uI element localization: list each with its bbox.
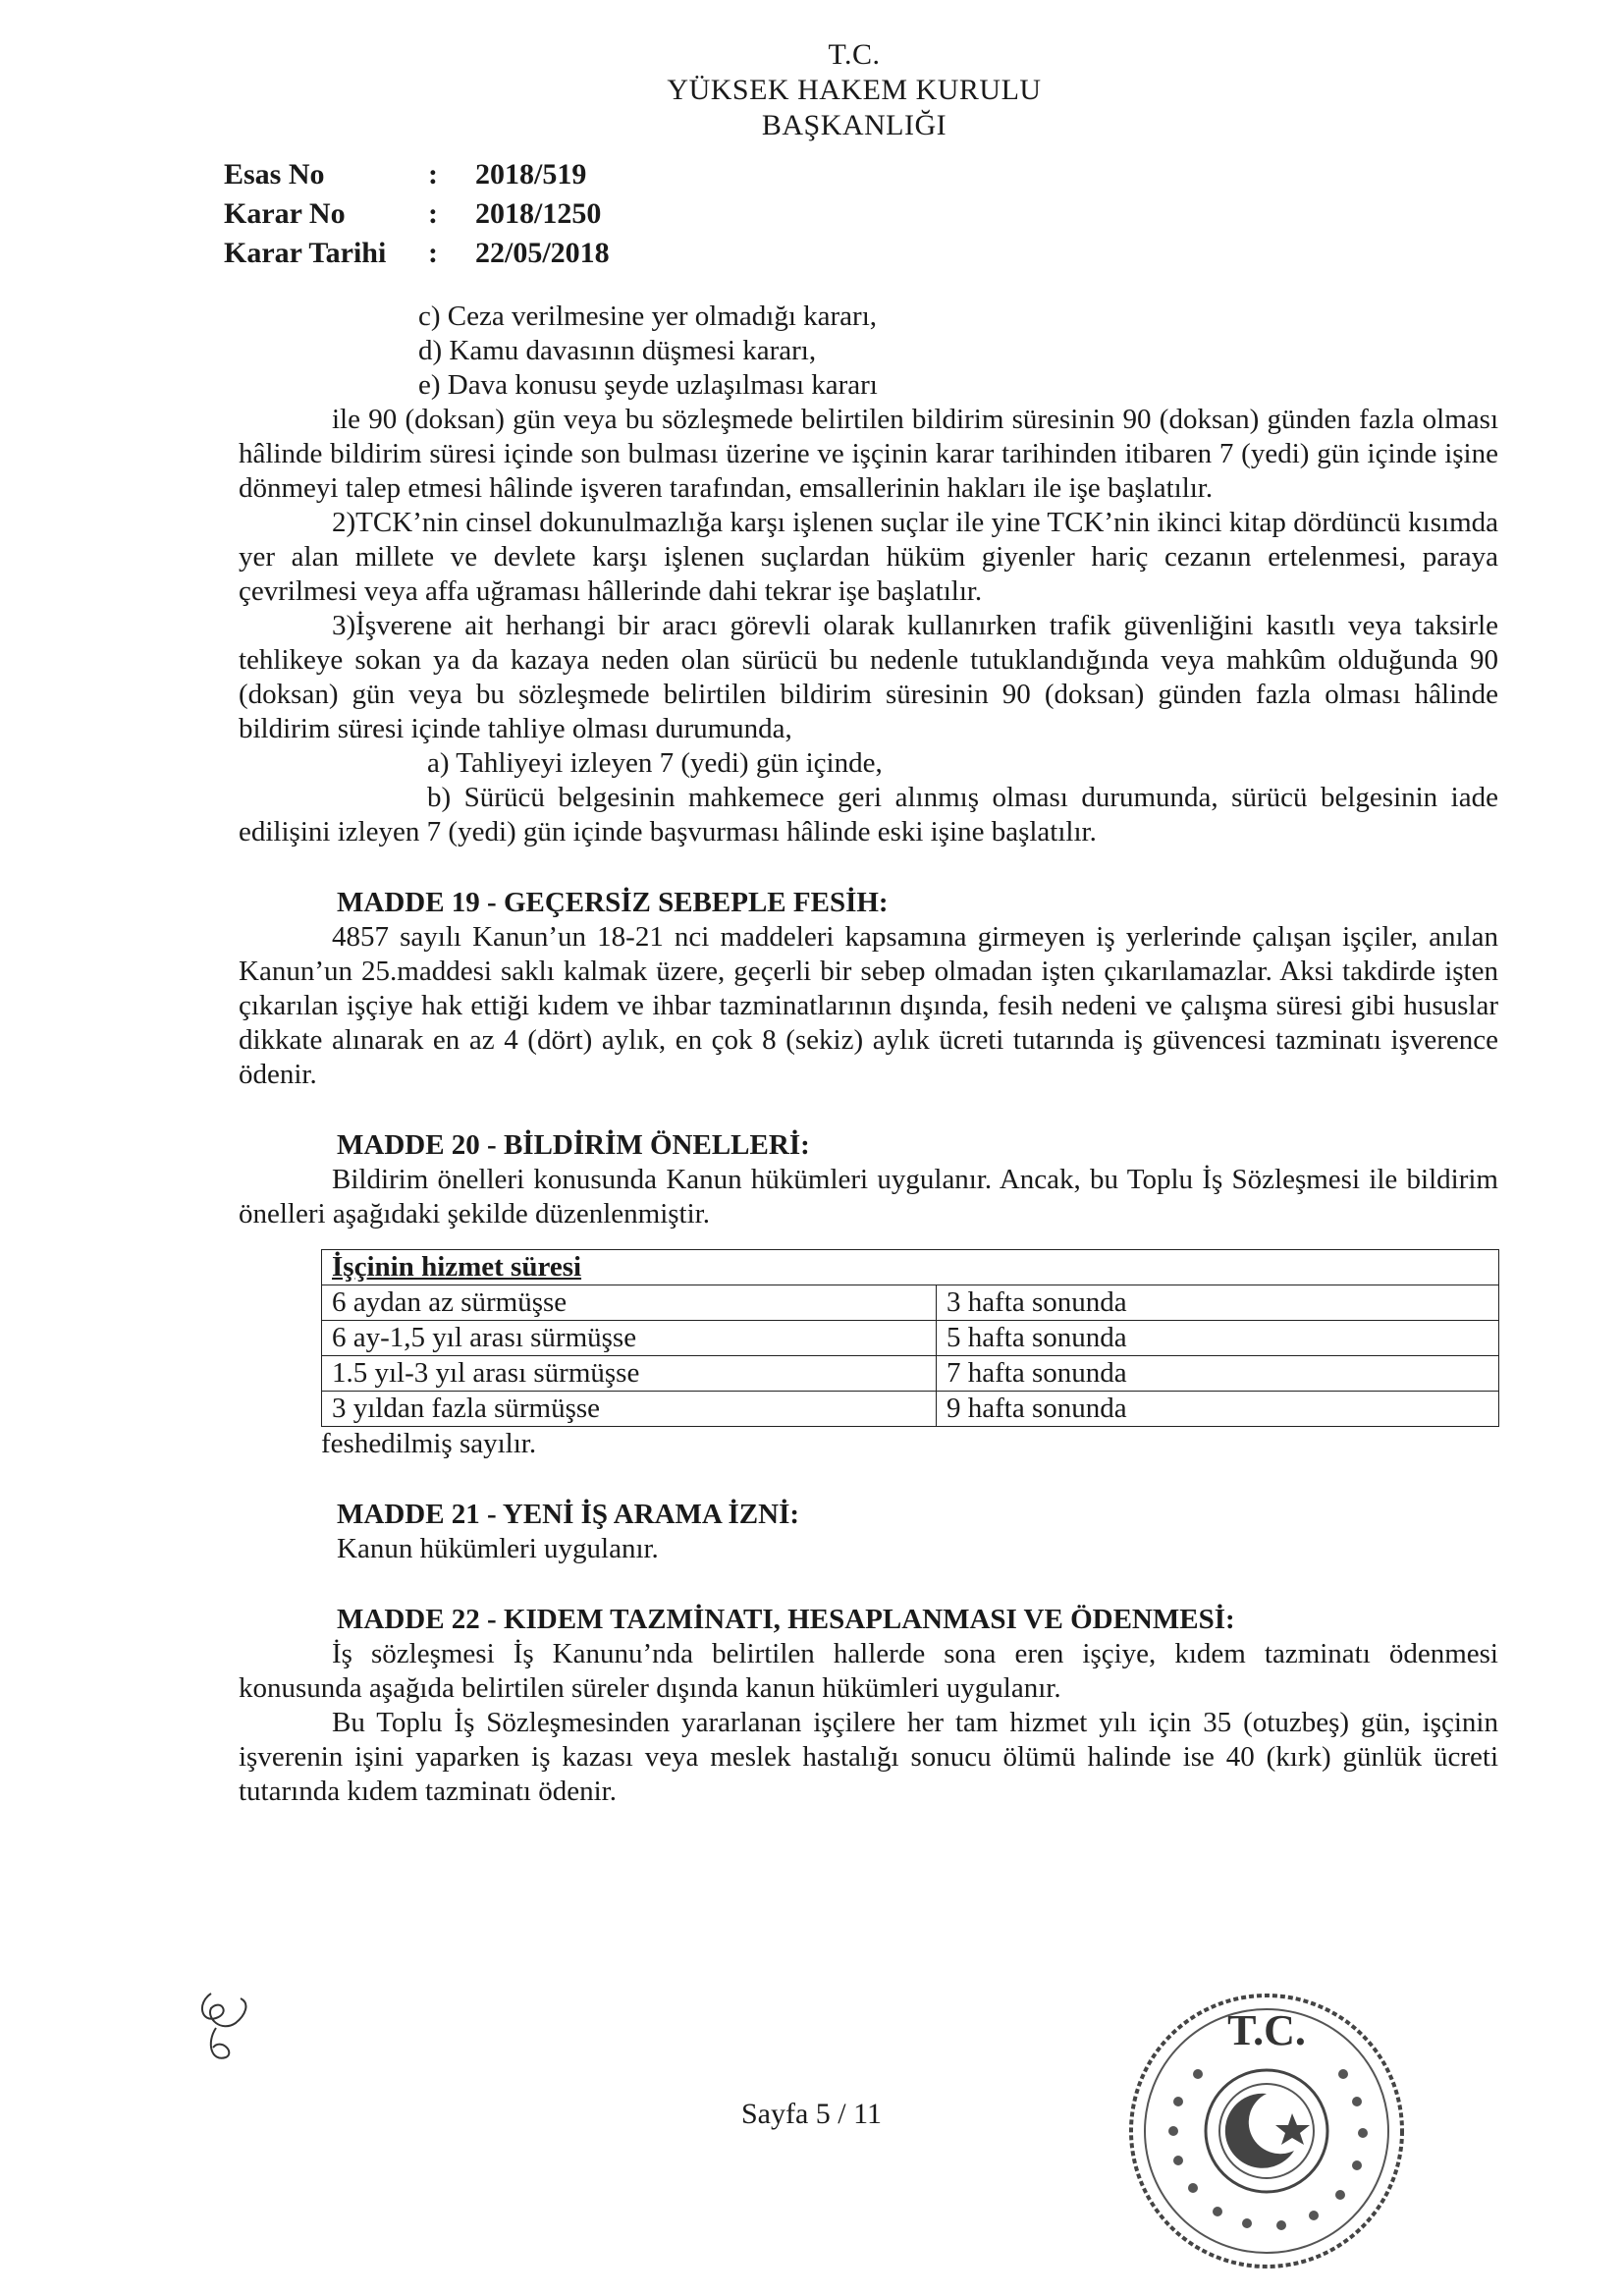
table-cell-notice: 3 hafta sonunda	[937, 1285, 1499, 1321]
handwritten-initial-icon	[191, 1984, 270, 2072]
document-header	[550, 37, 1159, 143]
table-cell-period: 1.5 yıl-3 yıl arası sürmüşse	[322, 1356, 937, 1392]
paragraph-1: ile 90 (doksan) gün veya bu sözleşmede belirtilen bildirim süresinin 90 (doksan) günden fazla olması hâlinde bildirim süresi içinde son bulması üzerine ve işçinin karar tarihinden itibaren 7 (yedi) gün içinde işine dönmeyi talep etmesi hâlinde işveren tarafından, emsallerinin hakları ile işe başlatılır.	[239, 404, 1498, 504]
article-21-title: MADDE 21 - YENİ İŞ ARAMA İZNİ:	[337, 1499, 800, 1530]
table-cell-period: 3 yıldan fazla sürmüşse	[322, 1392, 937, 1427]
table-row	[322, 1285, 1499, 1321]
table-header-cell: İşçinin hizmet süresi	[322, 1250, 1499, 1285]
table-header-row	[322, 1250, 1499, 1285]
notice-period-table	[321, 1249, 1499, 1427]
table-cell-notice: 9 hafta sonunda	[937, 1392, 1499, 1427]
document-body	[239, 300, 1498, 1809]
table-row	[322, 1356, 1499, 1392]
list-item-b: b) Sürücü belgesinin mahkemece geri alınmış olması durumunda, sürücü belgesinin iade edilişini izleyen 7 (yedi) gün içinde başvurması hâlinde eski işine başlatılır.	[239, 782, 1498, 847]
header-line-institution: YÜKSEK HAKEM KURULU	[667, 74, 1042, 106]
meta-key: Karar Tarihi	[224, 237, 387, 269]
page-number: Sayfa 5 / 11	[740, 2098, 883, 2130]
meta-key: Karar No	[224, 197, 346, 230]
list-item-e: e) Dava konusu şeyde uzlaşılması kararı	[418, 369, 878, 401]
article-22-title: MADDE 22 - KIDEM TAZMİNATI, HESAPLANMASI VE ÖDENMESİ:	[337, 1604, 1235, 1635]
meta-value: 2018/1250	[475, 197, 602, 230]
list-item-d: d) Kamu davasının düşmesi kararı,	[418, 335, 817, 366]
list-item-c: c) Ceza verilmesine yer olmadığı kararı,	[418, 301, 878, 332]
table-row	[322, 1392, 1499, 1427]
meta-colon: :	[428, 158, 438, 191]
paragraph-3: 3)İşverene ait herhangi bir aracı görevli olarak kullanırken trafik güvenliğini kasıtlı veya taksirle tehlikeye sokan ya da kazaya neden olan sürücü bu nedenle tutuklandığında veya mahkûm olduğunda 90 (doksan) gün veya bu sözleşmede belirtilen bildirim süresinin 90 (doksan) günden fazla olması hâlinde bildirim süresi içinde tahliye olması durumunda,	[239, 610, 1498, 744]
meta-row-tarih	[224, 234, 610, 273]
header-line-tc: T.C.	[828, 38, 881, 71]
meta-row-esas	[224, 155, 610, 194]
paragraph-2: 2)TCK’nin cinsel dokunulmazlığa karşı işlenen suçlar ile yine TCK’nin ikinci kitap dördüncü kısımda yer alan millete ve devlete karşı işlenen suçlardan hüküm giyenler hariç cezanın ertelenmesi, paraya çevrilmesi veya affa uğraması hâllerinde dahi tekrar işe başlatılır.	[239, 507, 1498, 607]
table-cell-period: 6 aydan az sürmüşse	[322, 1285, 937, 1321]
meta-colon: :	[428, 237, 438, 269]
official-seal-icon	[1119, 1984, 1414, 2278]
meta-colon: :	[428, 197, 438, 230]
header-line-presidency: BAŞKANLIĞI	[761, 109, 947, 141]
article-20-text: Bildirim önelleri konusunda Kanun hükümleri uygulanır. Ancak, bu Toplu İş Sözleşmesi ile bildirim önelleri aşağıdaki şekilde düzenlenmiştir.	[239, 1164, 1498, 1230]
article-22-text-1: İş sözleşmesi İş Kanunu’nda belirtilen hallerde sona eren işçiye, kıdem tazminatı ödenmesi konusunda aşağıda belirtilen süreler dışında kanun hükümleri uygulanır.	[239, 1638, 1498, 1704]
article-22-text-2: Bu Toplu İş Sözleşmesinden yararlanan işçilere her tam hizmet yılı için 35 (otuzbeş) gün, işçinin işverenin işini yaparken iş kazası veya meslek hastalığı sonucu ölümü halinde ise 40 (kırk) günlük ücreti tutarında kıdem tazminatı ödenir.	[239, 1707, 1498, 1807]
table-cell-notice: 5 hafta sonunda	[937, 1321, 1499, 1356]
table-cell-period: 6 ay-1,5 yıl arası sürmüşse	[322, 1321, 937, 1356]
article-21-text: Kanun hükümleri uygulanır.	[337, 1533, 659, 1564]
meta-row-karar	[224, 194, 610, 234]
meta-value: 2018/519	[475, 158, 587, 191]
article-19-text: 4857 sayılı Kanun’un 18-21 nci maddeleri kapsamına girmeyen iş yerlerinde çalışan işçiler, anılan Kanun’un 25.maddesi saklı kalmak üzere, geçerli bir sebep olmadan işten çıkarılamazlar. Aksi takdirde işten çıkarılan işçiye hak ettiği kıdem ve ihbar tazminatlarının dışında, fesih nedeni ve çalışma süresi gibi hususlar dikkate alınarak en az 4 (dört) aylık, en çok 8 (sekiz) aylık ücreti tutarında iş güvencesi tazminatı işverence ödenir.	[239, 921, 1498, 1090]
meta-key: Esas No	[224, 158, 325, 191]
list-item-a: a) Tahliyeyi izleyen 7 (yedi) gün içinde,	[427, 747, 883, 779]
seal-text: T.C.	[1227, 2006, 1306, 2054]
after-table-text: feshedilmiş sayılır.	[321, 1428, 537, 1459]
article-19-title: MADDE 19 - GEÇERSİZ SEBEPLE FESİH:	[337, 887, 889, 918]
table-row	[322, 1321, 1499, 1356]
table-cell-notice: 7 hafta sonunda	[937, 1356, 1499, 1392]
article-20-title: MADDE 20 - BİLDİRİM ÖNELLERİ:	[337, 1129, 810, 1161]
case-metadata	[224, 155, 610, 273]
meta-value: 22/05/2018	[475, 237, 610, 269]
